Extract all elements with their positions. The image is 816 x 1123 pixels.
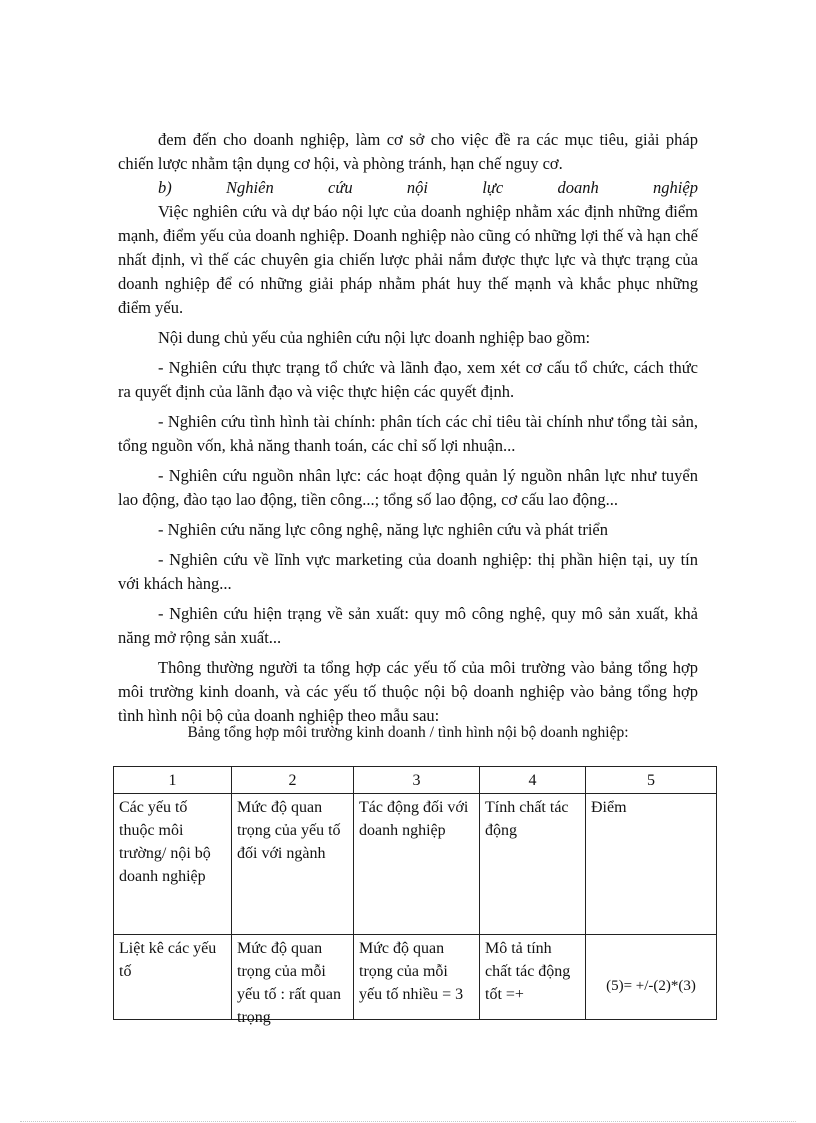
table-row [114,935,717,1020]
table-cell: Tính chất tác động [480,794,586,935]
body-paragraph: Nội dung chủ yếu của nghiên cứu nội lực doanh nghiệp bao gồm: [158,328,591,347]
heading-word: nội [406,178,428,197]
bullet-item: - Nghiên cứu hiện trạng về sản xuất: quy mô công nghệ, quy mô sản xuất, khả năng mở rộng sản xuất... [118,604,698,647]
bullet-item: - Nghiên cứu thực trạng tổ chức và lãnh đạo, xem xét cơ cấu tổ chức, cách thức ra quyết định của lãnh đạo và việc thực hiện các quyết định. [118,358,698,401]
body-paragraph: Việc nghiên cứu và dự báo nội lực của doanh nghiệp nhằm xác định những điểm mạnh, điểm yếu của doanh nghiệp. Doanh nghiệp nào cũng có những lợi thế và hạn chế nhất định, vì thế các chuyên gia chiến lược phải nắm được thực lực và thực trạng của doanh nghiệp để có những giải pháp nhằm phát huy thế mạnh và khắc phục những điểm yếu. [118,202,698,317]
score-formula: (5)= +/-(2)*(3) [606,978,696,994]
bullet-item: - Nghiên cứu tình hình tài chính: phân tích các chỉ tiêu tài chính như tổng tài sản, tổng nguồn vốn, khả năng thanh toán, các chỉ số lợi nhuận... [118,412,698,455]
closing-paragraph: Thông thường người ta tổng hợp các yếu tố của môi trường vào bảng tổng hợp môi trường kinh doanh, và các yếu tố thuộc nội bộ doanh nghiệp vào bảng tổng hợp tình hình nội bộ của doanh nghiệp theo mẫu sau: [118,658,698,725]
cell-text: Liệt kê các yếu tố [119,940,217,980]
table-cell [114,935,232,1020]
cell-text [591,937,711,1017]
table-cell [354,935,480,1020]
heading-word: Nghiên [226,178,274,197]
heading-word: cứu [328,178,353,197]
table-caption: Bảng tổng hợp môi trường kinh doanh / tình hình nội bộ doanh nghiệp: [187,724,629,741]
heading-word: doanh [557,178,599,197]
table-cell: Điểm [586,794,717,935]
header-cell: 1 [114,767,232,794]
table-row [114,794,717,935]
bullet-item: - Nghiên cứu nguồn nhân lực: các hoạt động quản lý nguồn nhân lực như tuyển lao động, đào tạo lao động, tiền công...; tổng số lao động, cơ cấu lao động... [118,466,698,509]
header-cell: 3 [354,767,480,794]
page-bottom-rule [20,1121,796,1122]
table-header-row [114,767,717,794]
header-cell: 4 [480,767,586,794]
section-heading [118,176,698,200]
bullet-item: - Nghiên cứu năng lực công nghệ, năng lực nghiên cứu và phát triển [158,520,608,539]
header-cell: 5 [586,767,717,794]
cell-text: Mức độ quan trọng của mỗi yếu tố : rất quan trọng [237,940,341,1026]
table-cell [232,935,354,1026]
table-cell: Các yếu tố thuộc môi trường/ nội bộ doanh nghiệp [114,794,232,935]
cell-text: Mức độ quan trọng của mỗi yếu tố nhiều = 3 [359,940,464,1003]
heading-word: lực [482,178,504,197]
heading-word: nghiệp [653,178,698,197]
summary-table [113,766,717,1026]
table-cell [480,935,586,1020]
intro-paragraph: đem đến cho doanh nghiệp, làm cơ sở cho việc đề ra các mục tiêu, giải pháp chiến lược nhằm tận dụng cơ hội, và phòng tránh, hạn chế nguy cơ. [118,130,698,173]
body-text [118,128,698,728]
cell-text: Mô tả tính chất tác động tốt =+ [485,940,571,1003]
table-cell [586,935,717,1020]
table-cell: Mức độ quan trọng của yếu tố đối với ngành [232,794,354,935]
section-label: b) [158,178,172,197]
header-cell: 2 [232,767,354,794]
bullet-item: - Nghiên cứu về lĩnh vực marketing của doanh nghiệp: thị phần hiện tại, uy tín với khách hàng... [118,550,698,593]
table-cell: Tác động đối với doanh nghiệp [354,794,480,935]
